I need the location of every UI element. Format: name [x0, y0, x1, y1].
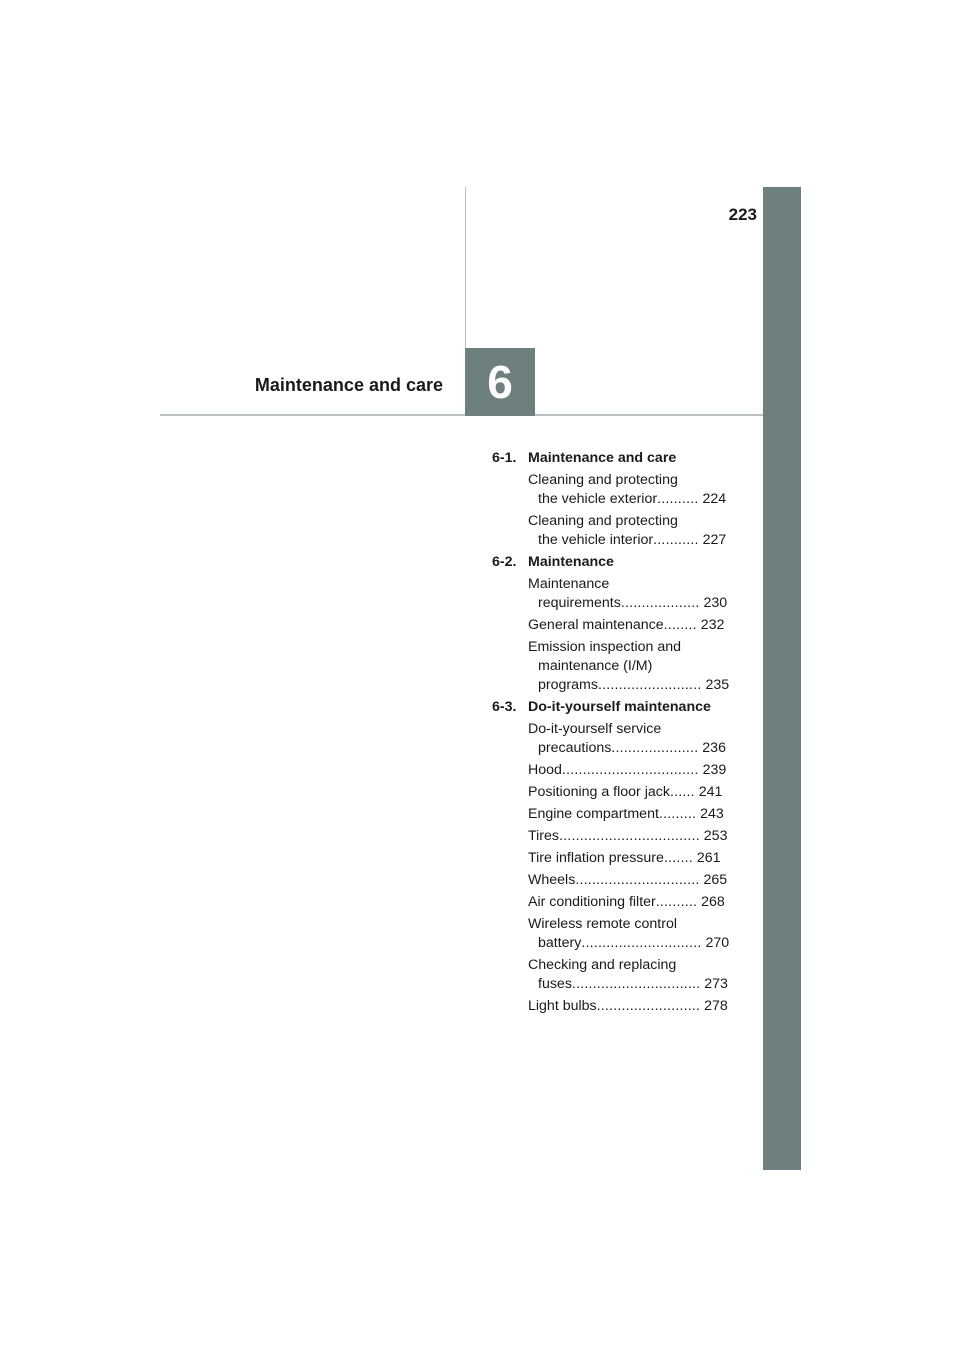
- dot-leader: ..............................: [575, 872, 700, 888]
- dot-leader: .........................: [597, 677, 702, 693]
- entry-title-line: fuses: [538, 976, 572, 992]
- toc-entry[interactable]: [528, 471, 740, 509]
- dot-leader: .......: [663, 850, 693, 866]
- entry-title-line: requirements: [538, 595, 621, 611]
- entry-title-line: Engine compartment: [528, 806, 659, 822]
- entry-page-number: 265: [703, 872, 728, 888]
- toc-entry[interactable]: [528, 575, 740, 613]
- toc-section-heading: [492, 449, 740, 468]
- section-title: Maintenance and care: [528, 450, 677, 466]
- toc-entry[interactable]: [528, 805, 740, 824]
- chapter-side-tab: [763, 187, 801, 1170]
- dot-leader: ......: [669, 784, 695, 800]
- entry-title-line: Cleaning and protecting: [528, 513, 678, 529]
- entry-title-line: Air conditioning filter: [528, 894, 656, 910]
- entry-page-number: 241: [698, 784, 723, 800]
- entry-page-number: 261: [696, 850, 721, 866]
- dot-leader: .....................: [611, 740, 699, 756]
- dot-leader: .........: [658, 806, 697, 822]
- dot-leader: ..........: [655, 894, 698, 910]
- chapter-title: Maintenance and care: [254, 375, 443, 395]
- entry-title-line: maintenance (I/M): [538, 658, 653, 674]
- table-of-contents: [492, 449, 740, 1019]
- dot-leader: .............................: [581, 935, 702, 951]
- toc-section-heading: [492, 698, 740, 717]
- entry-title-line: Light bulbs: [528, 998, 597, 1014]
- section-number: 6-2.: [492, 554, 517, 570]
- chapter-number: 6: [487, 356, 513, 408]
- toc-entry[interactable]: [528, 512, 740, 550]
- entry-title-line: Tire inflation pressure: [528, 850, 664, 866]
- entry-page-number: 268: [701, 894, 725, 910]
- entry-title-line: programs: [538, 677, 598, 693]
- entry-title-line: battery: [538, 935, 582, 951]
- entry-page-number: 230: [703, 595, 728, 611]
- entry-title-line: Checking and replacing: [528, 957, 677, 973]
- entry-title-line: the vehicle exterior: [538, 491, 658, 507]
- page-number: 223: [728, 205, 757, 224]
- toc-entry[interactable]: [528, 997, 740, 1016]
- toc-entry[interactable]: [528, 783, 740, 802]
- entry-title-line: Do-it-yourself service: [528, 721, 662, 737]
- entry-title-line: Wireless remote control: [528, 916, 678, 932]
- entry-page-number: 232: [700, 617, 725, 633]
- toc-entry[interactable]: [528, 761, 740, 780]
- entry-page-number: 224: [702, 491, 727, 507]
- entry-page-number: 236: [702, 740, 726, 756]
- toc-entry[interactable]: [528, 849, 740, 868]
- entry-title-line: General maintenance: [528, 617, 664, 633]
- toc-entry[interactable]: [528, 638, 740, 695]
- entry-title-line: Maintenance: [528, 576, 610, 592]
- entry-page-number: 239: [702, 762, 727, 778]
- entry-title-line: Tires: [528, 828, 560, 844]
- toc-entry[interactable]: [528, 616, 740, 635]
- entry-page-number: 227: [702, 532, 727, 548]
- toc-entry[interactable]: [528, 827, 740, 846]
- entry-page-number: 273: [704, 976, 728, 992]
- entry-page-number: 235: [705, 677, 730, 693]
- entry-title-line: Positioning a floor jack: [528, 784, 670, 800]
- entry-page-number: 278: [704, 998, 728, 1014]
- entry-title-line: precautions: [538, 740, 612, 756]
- dot-leader: ..................................: [559, 828, 700, 844]
- entry-title-line: Hood: [528, 762, 562, 778]
- section-title: Do-it-yourself maintenance: [528, 699, 711, 715]
- section-number: 6-1.: [492, 450, 517, 466]
- chapter-number-box: [465, 348, 535, 416]
- entry-page-number: 243: [700, 806, 724, 822]
- dot-leader: .................................: [561, 762, 699, 778]
- vertical-rule: [465, 187, 466, 348]
- entry-title-line: Emission inspection and: [528, 639, 681, 655]
- dot-leader: ...............................: [571, 976, 701, 992]
- toc-entry[interactable]: [528, 893, 740, 912]
- entry-title-line: Cleaning and protecting: [528, 472, 678, 488]
- toc-entry[interactable]: [528, 871, 740, 890]
- dot-leader: ...........: [653, 532, 699, 548]
- entry-page-number: 253: [703, 828, 728, 844]
- entry-title-line: Wheels: [528, 872, 576, 888]
- dot-leader: ........: [663, 617, 697, 633]
- toc-entry[interactable]: [528, 956, 740, 994]
- entry-page-number: 270: [705, 935, 730, 951]
- toc-entry[interactable]: [528, 720, 740, 758]
- dot-leader: ...................: [620, 595, 700, 611]
- section-number: 6-3.: [492, 699, 517, 715]
- dot-leader: .........................: [596, 998, 701, 1014]
- toc-entry[interactable]: [528, 915, 740, 953]
- section-title: Maintenance: [528, 554, 614, 570]
- entry-title-line: the vehicle interior: [538, 532, 654, 548]
- dot-leader: ..........: [657, 491, 699, 507]
- toc-section-heading: [492, 553, 740, 572]
- horizontal-rule: [160, 414, 763, 416]
